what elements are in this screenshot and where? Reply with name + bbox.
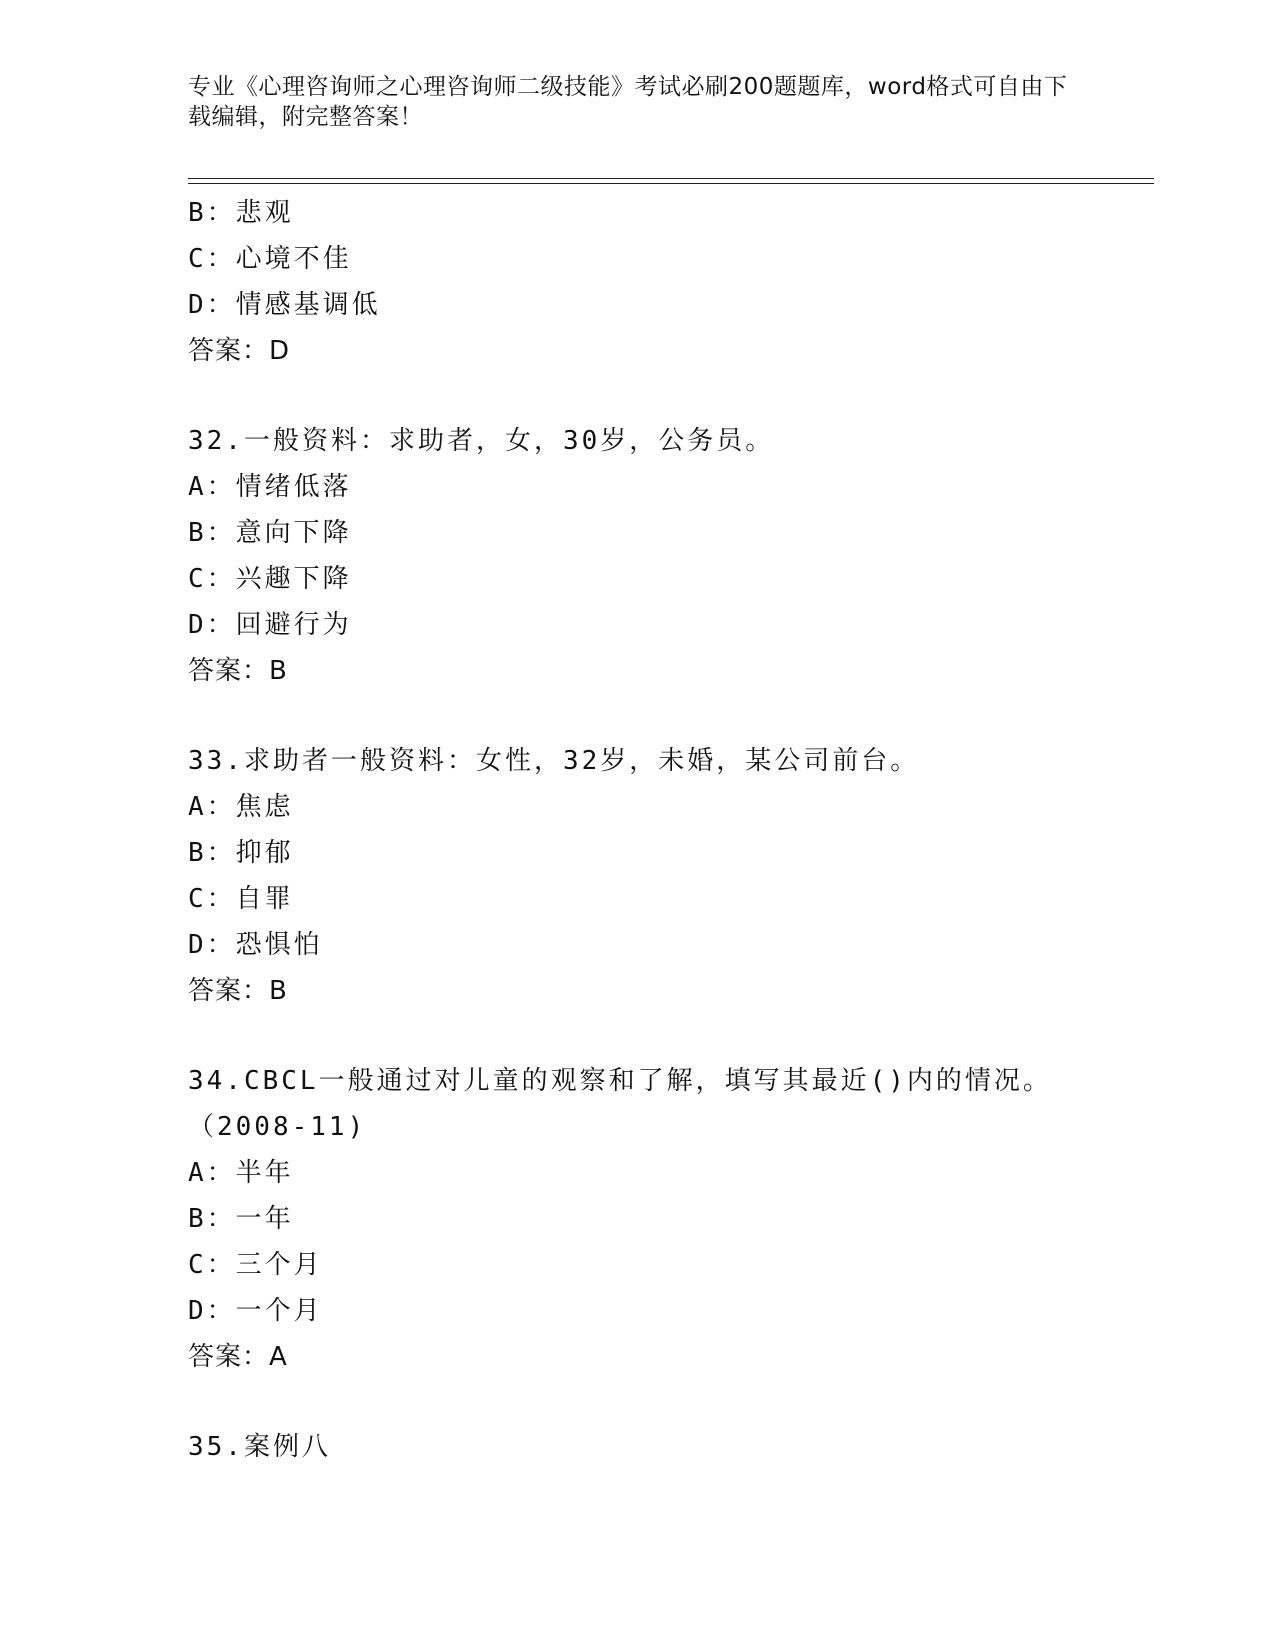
answer: 答案：B <box>188 976 288 1006</box>
option-a: A：情绪低落 <box>188 472 352 502</box>
option-c: C：三个月 <box>188 1250 323 1280</box>
option-d: D：恐惧怕 <box>188 930 323 960</box>
question-list <box>188 190 1148 1470</box>
question-31 <box>188 190 1148 374</box>
option-b: B：抑郁 <box>188 838 294 868</box>
option-a: A：焦虑 <box>188 792 294 822</box>
header-divider-bottom <box>188 183 1154 184</box>
question-text: 35.案例八 <box>188 1432 331 1462</box>
question-33 <box>188 738 1148 1014</box>
answer: 答案：A <box>188 1342 288 1372</box>
header-divider-top <box>188 178 1154 179</box>
document-header: 专业《心理咨询师之心理咨询师二级技能》考试必刷200题题库，word格式可自由下载编辑，附完整答案！ <box>188 74 1068 130</box>
answer: 答案：B <box>188 656 288 686</box>
question-34 <box>188 1058 1148 1380</box>
option-d: D：回避行为 <box>188 610 352 640</box>
option-d: D：一个月 <box>188 1296 323 1326</box>
question-text: 34.CBCL一般通过对儿童的观察和了解，填写其最近()内的情况。（2008-11) <box>188 1066 1052 1142</box>
option-b: B：一年 <box>188 1204 294 1234</box>
option-c: C：自罪 <box>188 884 294 914</box>
option-b: B：意向下降 <box>188 518 352 548</box>
question-text: 33.求助者一般资料：女性，32岁，未婚，某公司前台。 <box>188 746 920 776</box>
option-c: C：兴趣下降 <box>188 564 352 594</box>
option-d: D：情感基调低 <box>188 290 381 320</box>
option-a: A：半年 <box>188 1158 294 1188</box>
question-32 <box>188 418 1148 694</box>
option-b: B：悲观 <box>188 198 294 228</box>
question-35 <box>188 1424 1148 1470</box>
option-c: C：心境不佳 <box>188 244 352 274</box>
question-text: 32.一般资料：求助者，女，30岁，公务员。 <box>188 426 775 456</box>
answer: 答案：D <box>188 336 291 366</box>
